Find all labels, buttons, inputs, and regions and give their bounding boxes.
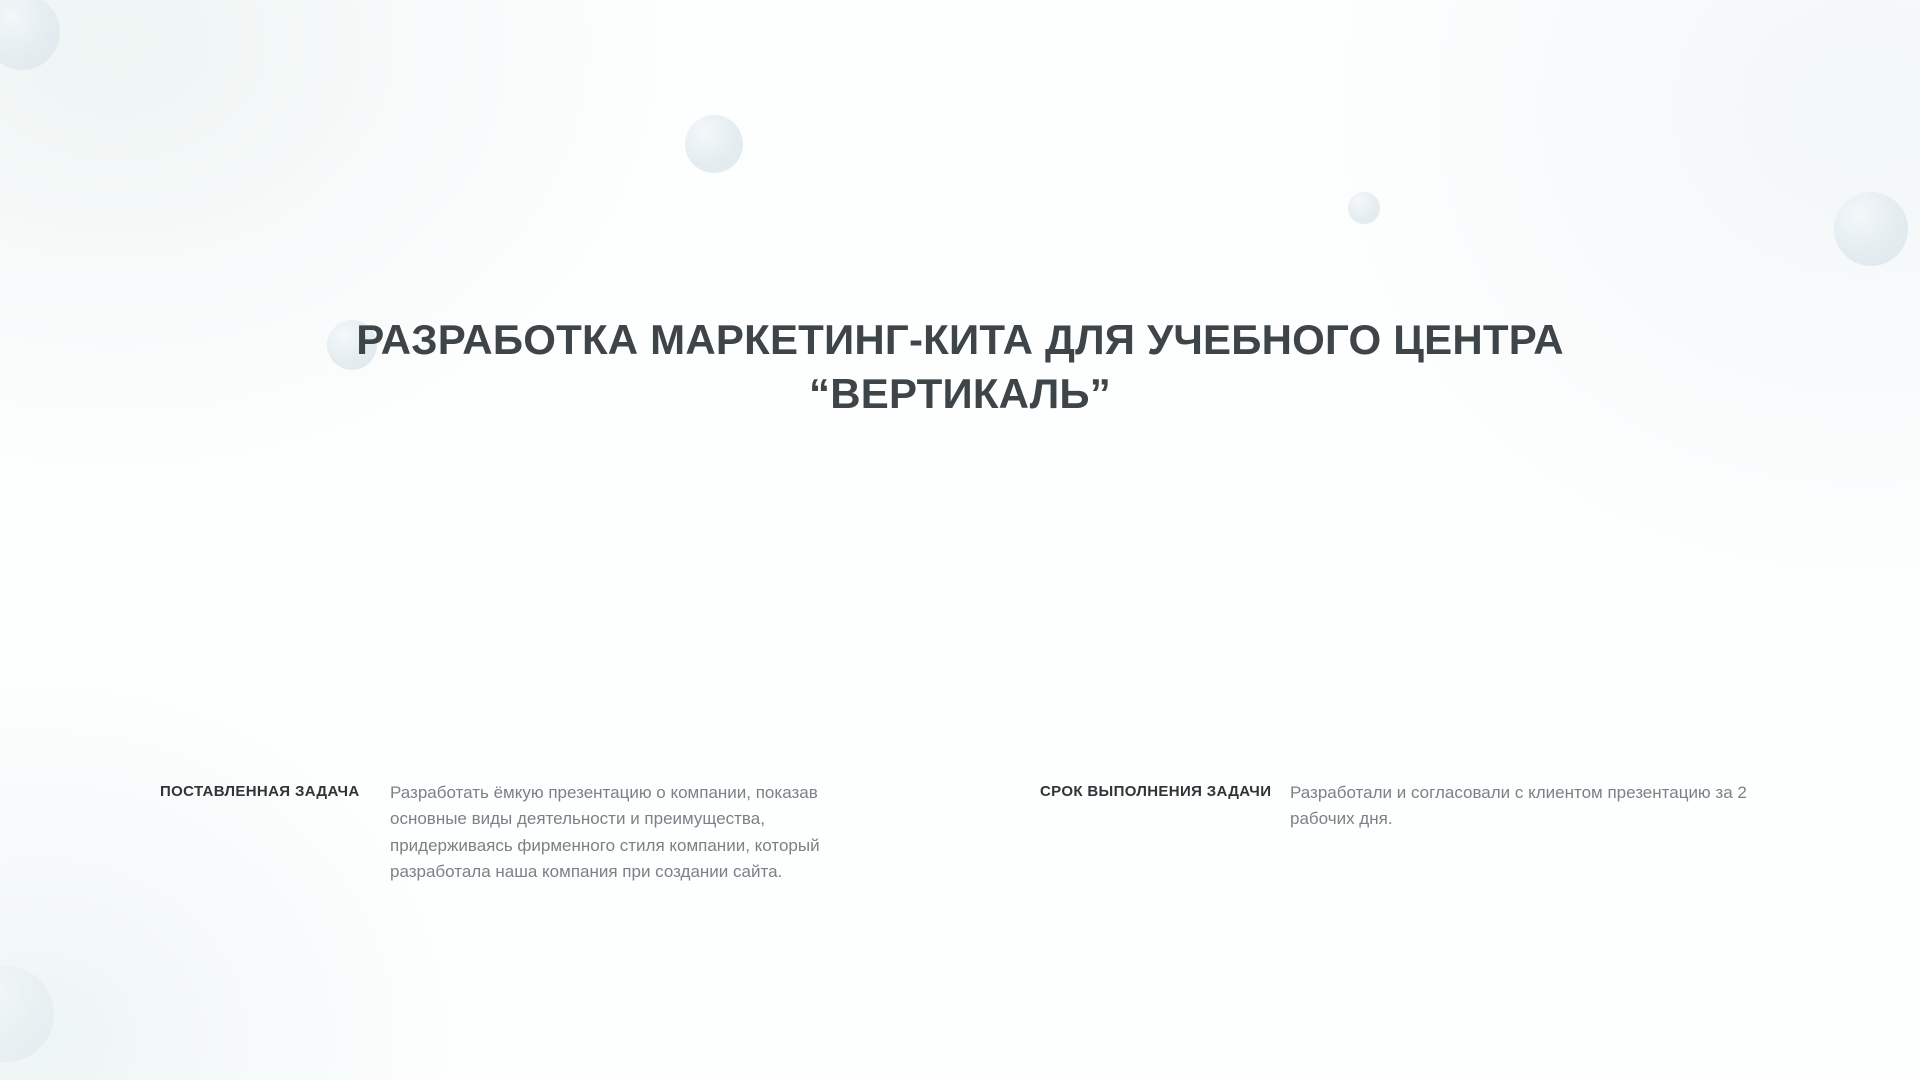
decorative-bubble-icon <box>0 0 60 70</box>
decorative-bubble-icon <box>1834 192 1908 266</box>
decorative-bubble-icon <box>0 966 54 1062</box>
decorative-bubble-icon <box>685 115 743 173</box>
info-block-task <box>160 780 880 885</box>
info-text-task: Разработать ёмкую презентацию о компании, показав основные виды деятельности и преимущества, придерживаясь фирменного стиля компании, который разработала наша компания при создании сайта. <box>390 783 820 882</box>
info-text-deadline: Разработали и согласовали с клиентом презентацию за 2 рабочих дня. <box>1290 783 1747 829</box>
slide-title: РАЗРАБОТКА МАРКЕТИНГ-КИТА ДЛЯ УЧЕБНОГО ЦЕНТРА “ВЕРТИКАЛЬ” <box>356 316 1564 417</box>
decorative-bubble-icon <box>1348 192 1380 224</box>
info-label-deadline: СРОК ВЫПОЛНЕНИЯ ЗАДАЧИ <box>1040 783 1272 800</box>
info-row <box>0 780 1920 980</box>
info-block-deadline <box>1040 780 1820 833</box>
info-label-task: ПОСТАВЛЕННАЯ ЗАДАЧА <box>160 783 360 800</box>
